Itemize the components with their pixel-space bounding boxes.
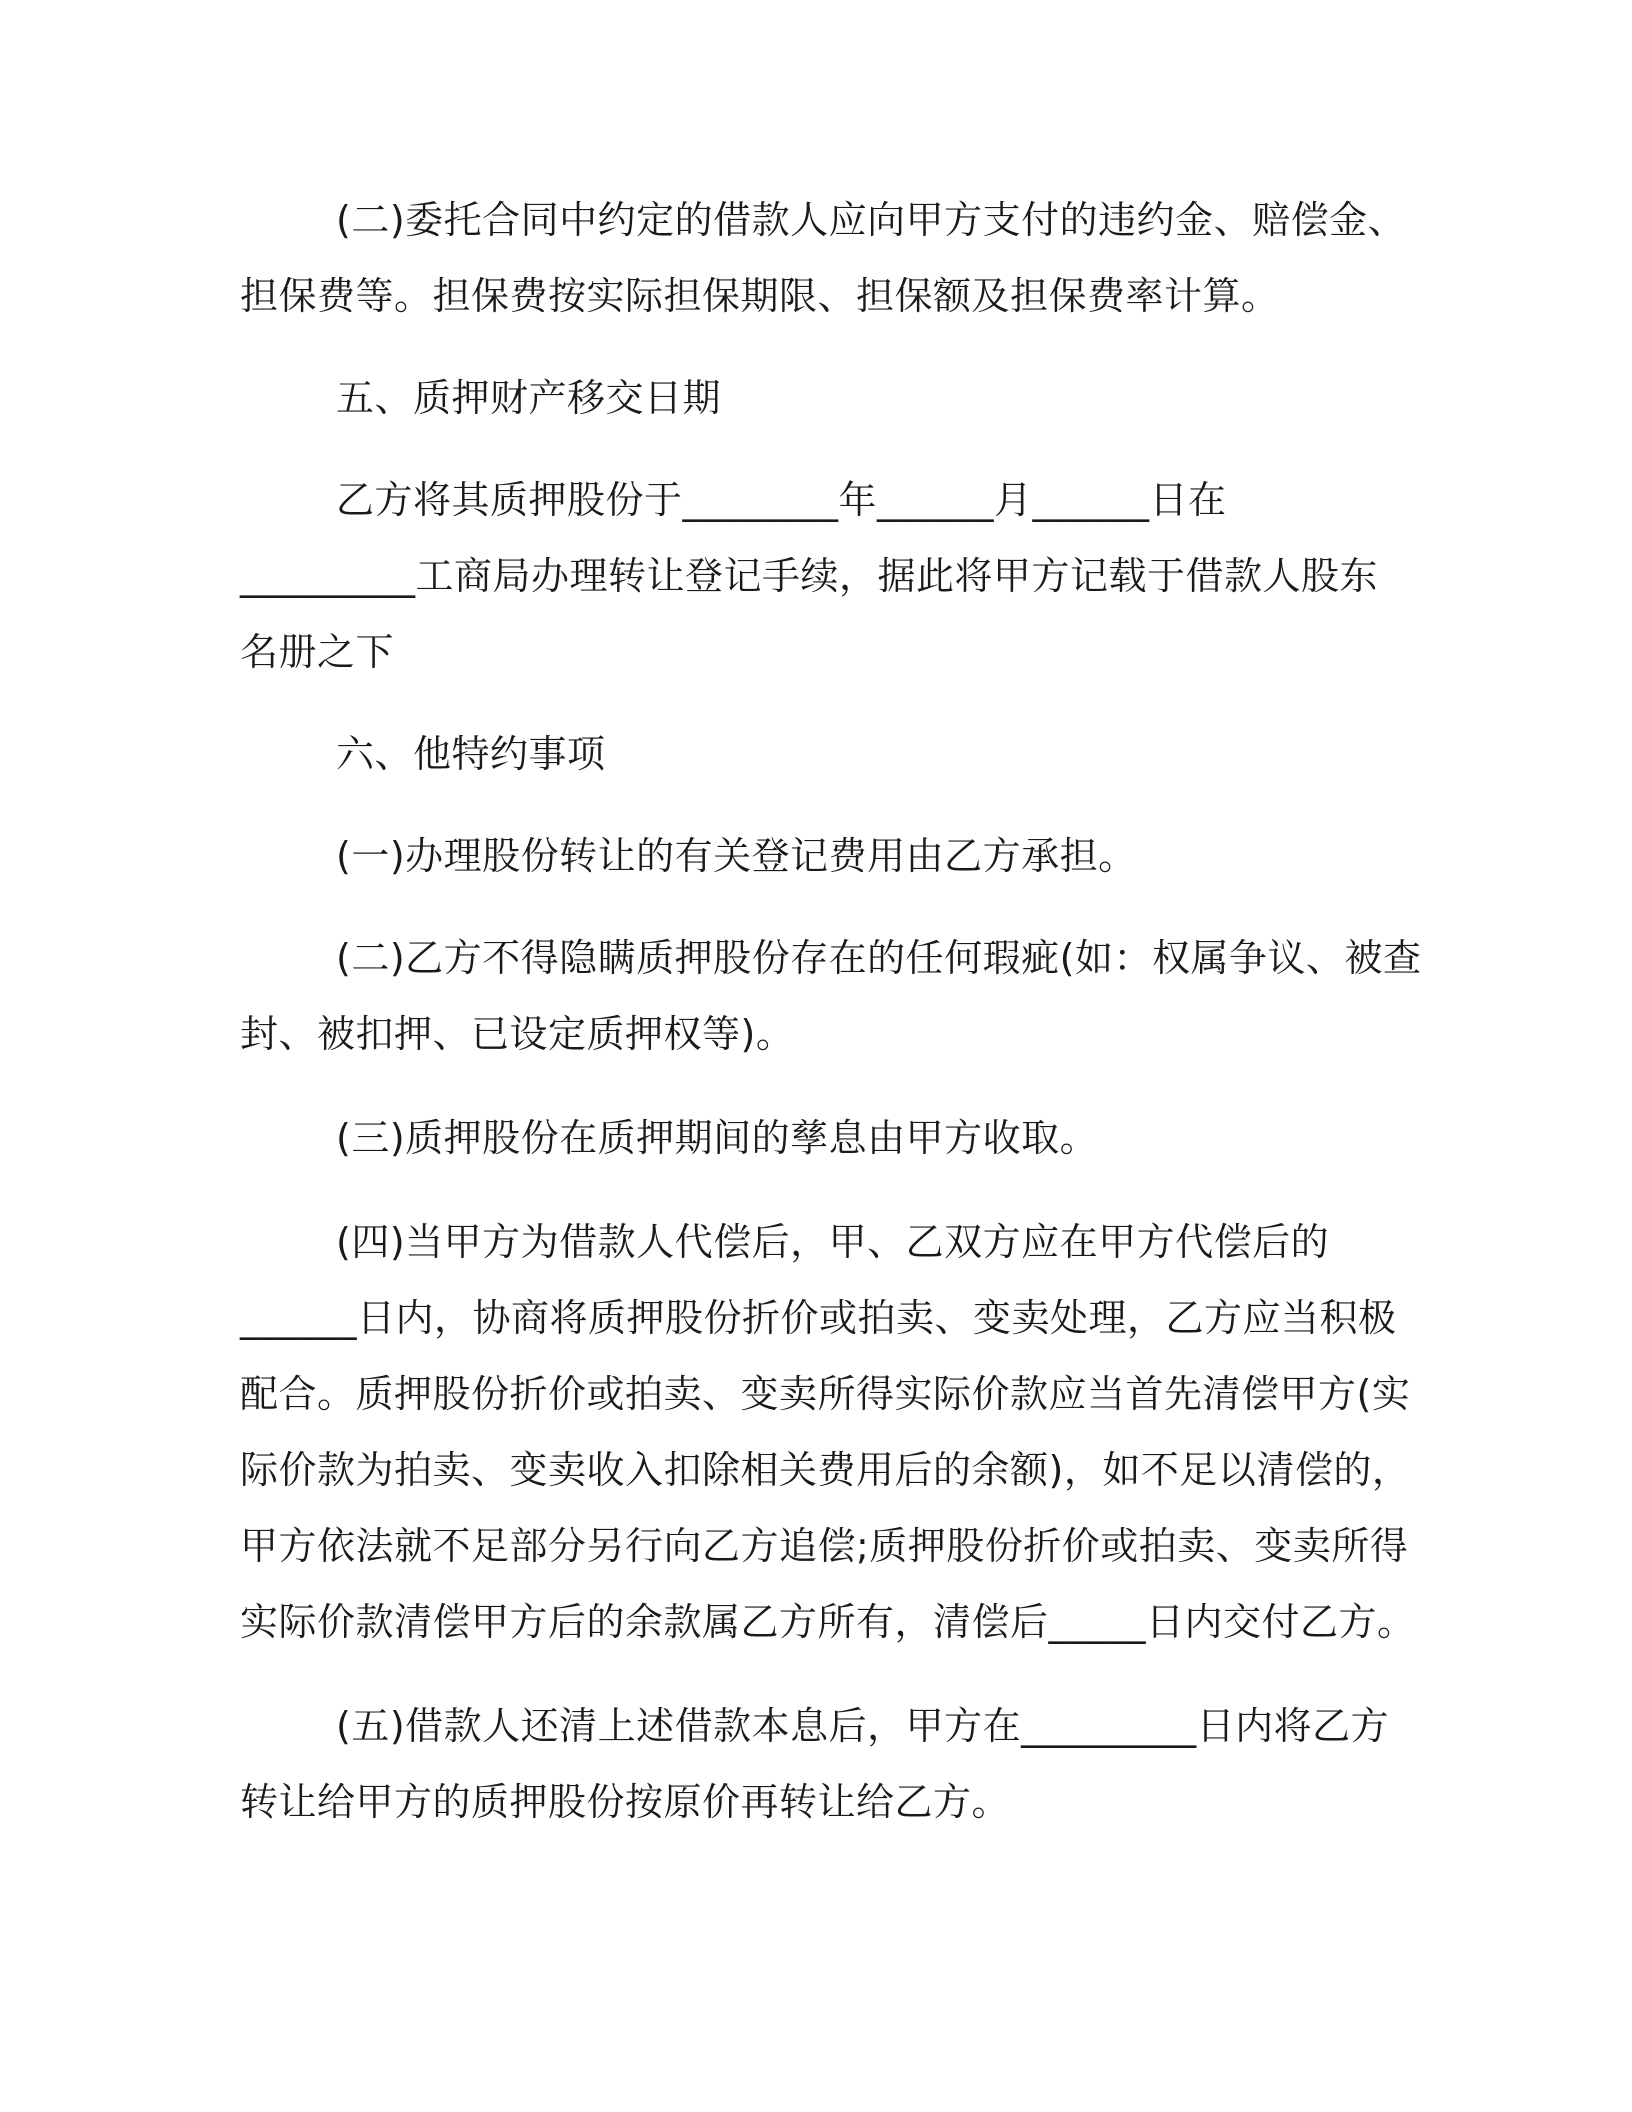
text-line: 五、质押财产移交日期 (336, 376, 722, 420)
paragraph-clause-5 (240, 1688, 1400, 1840)
text-line: (二)委托合同中约定的借款人应向甲方支付的违约金、赔偿金、 (336, 198, 1407, 242)
section-heading-5 (240, 360, 1400, 436)
text-line: 担保费等。担保费按实际担保期限、担保额及担保费率计算。 (240, 274, 1280, 318)
text-line: (五)借款人还清上述借款本息后，甲方在_________日内将乙方 (336, 1704, 1390, 1748)
text-line: 名册之下 (240, 630, 395, 674)
text-line: ______日内，协商将质押股份折价或拍卖、变卖处理，乙方应当积极 (240, 1296, 1397, 1340)
text-line: 际价款为拍卖、变卖收入扣除相关费用后的余额)，如不足以清偿的， (240, 1448, 1411, 1492)
text-line: (二)乙方不得隐瞒质押股份存在的任何瑕疵(如：权属争议、被查 (336, 936, 1422, 980)
text-line: _________工商局办理转让登记手续，据此将甲方记载于借款人股东 (240, 554, 1379, 598)
text-line: 乙方将其质押股份于________年______月______日在 (336, 478, 1227, 522)
paragraph-guarantee-fees (240, 182, 1407, 334)
text-line: 转让给甲方的质押股份按原价再转让给乙方。 (240, 1780, 1011, 1824)
text-line: (一)办理股份转让的有关登记费用由乙方承担。 (336, 834, 1137, 878)
paragraph-clause-1 (240, 818, 1400, 894)
text-line: 六、他特约事项 (336, 732, 606, 776)
paragraph-transfer-date (240, 462, 1400, 690)
text-line: 甲方依法就不足部分另行向乙方追偿;质押股份折价或拍卖、变卖所得 (240, 1524, 1409, 1568)
text-line: 封、被扣押、已设定质押权等)。 (240, 1012, 795, 1056)
paragraph-clause-2 (240, 920, 1422, 1072)
paragraph-clause-3 (240, 1100, 1400, 1176)
section-heading-6 (240, 716, 1400, 792)
text-line: (四)当甲方为借款人代偿后，甲、乙双方应在甲方代偿后的 (336, 1220, 1330, 1264)
text-line: 配合。质押股份折价或拍卖、变卖所得实际价款应当首先清偿甲方(实 (240, 1372, 1411, 1416)
text-line: 实际价款清偿甲方后的余款属乙方所有，清偿后_____日内交付乙方。 (240, 1600, 1416, 1644)
paragraph-clause-4 (240, 1204, 1416, 1660)
text-line: (三)质押股份在质押期间的孳息由甲方收取。 (336, 1116, 1099, 1160)
